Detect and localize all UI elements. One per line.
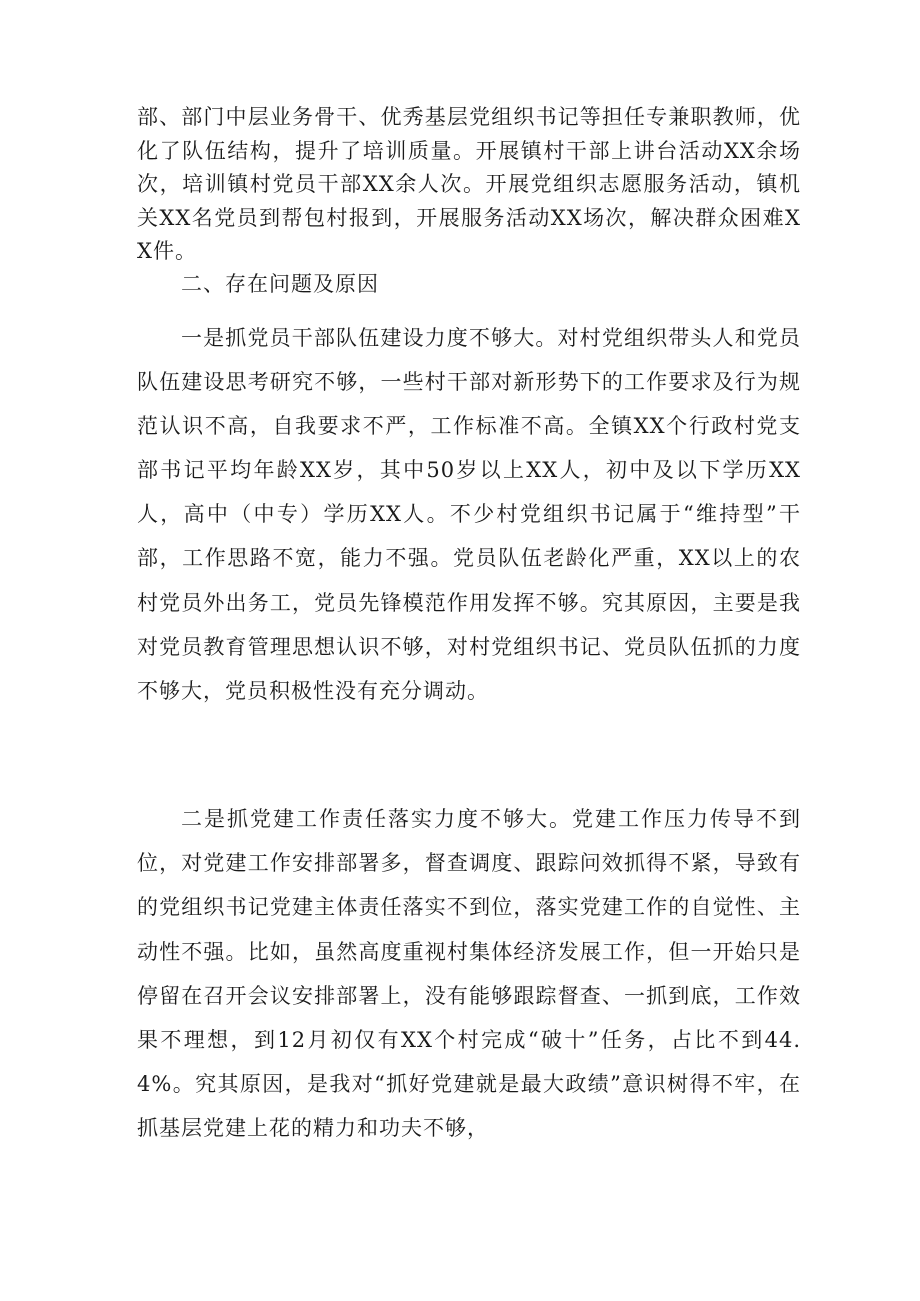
body-paragraph-problem-2: 二是抓党建工作责任落实力度不够大。党建工作压力传导不到位，对党建工作安排部署多，督查调度、跟踪问效抓得不紧，导致有的党组织书记党建主体责任落实不到位，落实党建工作的自觉性、主动性不强。比如，虽然高度重视村集体经济发展工作，但一开始只是停留在召开会议安排部署上，没有能够跟踪督查、一抓到底，工作效果不理想，到12月初仅有XX个村完成“破十”任务，占比不到44.4%。究其原因，是我对“抓好党建就是最大政绩”意识树得不牢，在抓基层党建上花的精力和功夫不够， <box>137 807 801 1141</box>
intro-paragraph: 部、部门中层业务骨干、优秀基层党组织书记等担任专兼职教师，优化了队伍结构，提升了培训质量。开展镇村干部上讲台活动XX余场次，培训镇村党员干部XX余人次。开展党组织志愿服务活动，镇机关XX名党员到帮包村报到，开展服务活动XX场次，解决群众困难XX件。 <box>137 105 801 263</box>
section-heading: 二、存在问题及原因 <box>181 272 379 296</box>
body-paragraph-problem-1: 一是抓党员干部队伍建设力度不够大。对村党组织带头人和党员队伍建设思考研究不够，一些村干部对新形势下的工作要求及行为规范认识不高，自我要求不严，工作标准不高。全镇XX个行政村党支部书记平均年龄XX岁，其中50岁以上XX人，初中及以下学历XX人，高中（中专）学历XX人。不少村党组织书记属于“维持型”干部，工作思路不宽，能力不强。党员队伍老龄化严重，XX以上的农村党员外出务工，党员先锋模范作用发挥不够。究其原因，主要是我对党员教育管理思想认识不够，对村党组织书记、党员队伍抓的力度不够大，党员积极性没有充分调动。 <box>137 326 801 703</box>
